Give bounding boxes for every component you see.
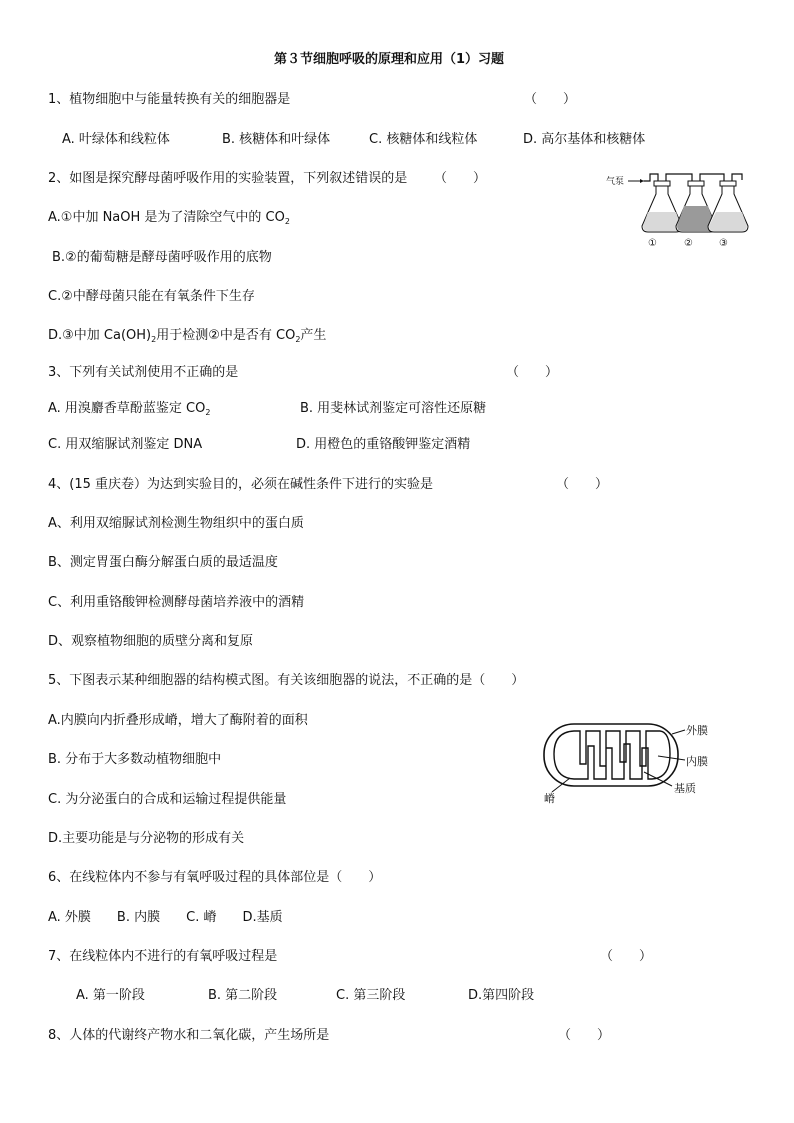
q1-answer-paren: （ ） (524, 92, 577, 107)
page-title: 第３节细胞呼吸的原理和应用（1）习题 (274, 52, 505, 67)
q2-option-d: D.③中加 $Ca(OH)_2$用于检测②中是否有 $CO_2$产生 (48, 328, 327, 344)
q5-option-a: A.内膜向内折叠形成嵴，增大了酶附着的面积 (48, 713, 308, 728)
q4-stem: 4、(15 重庆卷）为达到实验目的，必须在碱性条件下进行的实验是 (48, 477, 434, 492)
q1-option-c: C. 核糖体和线粒体 (369, 132, 478, 147)
q3-answer-paren: （ ） (506, 365, 559, 380)
q3-stem: 3、下列有关试剂使用不正确的是 (48, 365, 239, 380)
q2-option-a: A.①中加 NaOH 是为了清除空气中的 $CO_2$ (48, 210, 290, 226)
flask-3 (708, 181, 748, 232)
q1-option-b: B. 核糖体和叶绿体 (222, 132, 331, 147)
q4-option-a: A、利用双缩脲试剂检测生物组织中的蛋白质 (48, 516, 304, 531)
q4-answer-paren: （ ） (556, 477, 609, 492)
q5-option-d: D.主要功能是与分泌物的形成有关 (48, 831, 245, 846)
air-pump-label: 气泵 (606, 177, 625, 187)
outer-membrane-label: 外膜 (686, 724, 708, 737)
q2-answer-paren: （ ） (434, 171, 487, 186)
q7-stem: 7、在线粒体内不进行的有氧呼吸过程是 (48, 949, 278, 964)
mitochondrion-figure (540, 716, 720, 804)
flask-3-number: ③ (719, 238, 728, 249)
q7-option-b: B. 第二阶段 (208, 988, 278, 1003)
q3-option-d: D. 用橙色的重铬酸钾鉴定酒精 (296, 437, 471, 452)
q4-option-c: C、利用重铬酸钾检测酵母菌培养液中的酒精 (48, 595, 305, 610)
q1-option-d: D. 高尔基体和核糖体 (523, 132, 646, 147)
q3-option-c: C. 用双缩脲试剂鉴定 DNA (48, 437, 203, 452)
matrix-label: 基质 (674, 782, 696, 795)
q2-option-c: C.②中酵母菌只能在有氧条件下生存 (48, 289, 255, 304)
crista-label: 嵴 (544, 792, 555, 804)
q5-option-c: C. 为分泌蛋白的合成和运输过程提供能量 (48, 792, 287, 807)
q2-option-b: B.②的葡萄糖是酵母菌呼吸作用的底物 (52, 250, 272, 265)
q3-option-b: B. 用斐林试剂鉴定可溶性还原糖 (300, 401, 487, 416)
flask-apparatus-figure (604, 166, 754, 250)
q5-stem: 5、下图表示某种细胞器的结构模式图。有关该细胞器的说法，不正确的是（ ） (48, 673, 525, 688)
q7-option-d: D.第四阶段 (468, 988, 535, 1003)
inner-membrane-shape (554, 731, 670, 779)
flask-1-number: ① (648, 238, 657, 249)
q6-stem: 6、在线粒体内不参与有氧呼吸过程的具体部位是（ ） (48, 870, 382, 885)
q1-option-a: A. 叶绿体和线粒体 (62, 132, 170, 147)
q7-option-a: A. 第一阶段 (76, 988, 145, 1003)
q8-answer-paren: （ ） (558, 1028, 611, 1043)
q6-options: A. 外膜 B. 内膜 C. 嵴 D.基质 (48, 910, 283, 925)
q7-answer-paren: （ ） (600, 949, 653, 964)
q3-option-a: A. 用溴麝香草酚蓝鉴定 $CO_2$ (48, 401, 211, 417)
q1-stem: 1、植物细胞中与能量转换有关的细胞器是 (48, 92, 291, 107)
flask-1 (642, 181, 682, 232)
q7-option-c: C. 第三阶段 (336, 988, 406, 1003)
q5-option-b: B. 分布于大多数动植物细胞中 (48, 752, 222, 767)
q4-option-d: D、观察植物细胞的质壁分离和复原 (48, 634, 254, 649)
q4-option-b: B、测定胃蛋白酶分解蛋白质的最适温度 (48, 555, 278, 570)
q8-stem: 8、人体的代谢终产物水和二氧化碳，产生场所是 (48, 1028, 330, 1043)
inner-membrane-label: 内膜 (686, 755, 708, 768)
q2-stem: 2、如图是探究酵母菌呼吸作用的实验装置，下列叙述错误的是 (48, 171, 408, 186)
flask-2-number: ② (684, 238, 693, 249)
